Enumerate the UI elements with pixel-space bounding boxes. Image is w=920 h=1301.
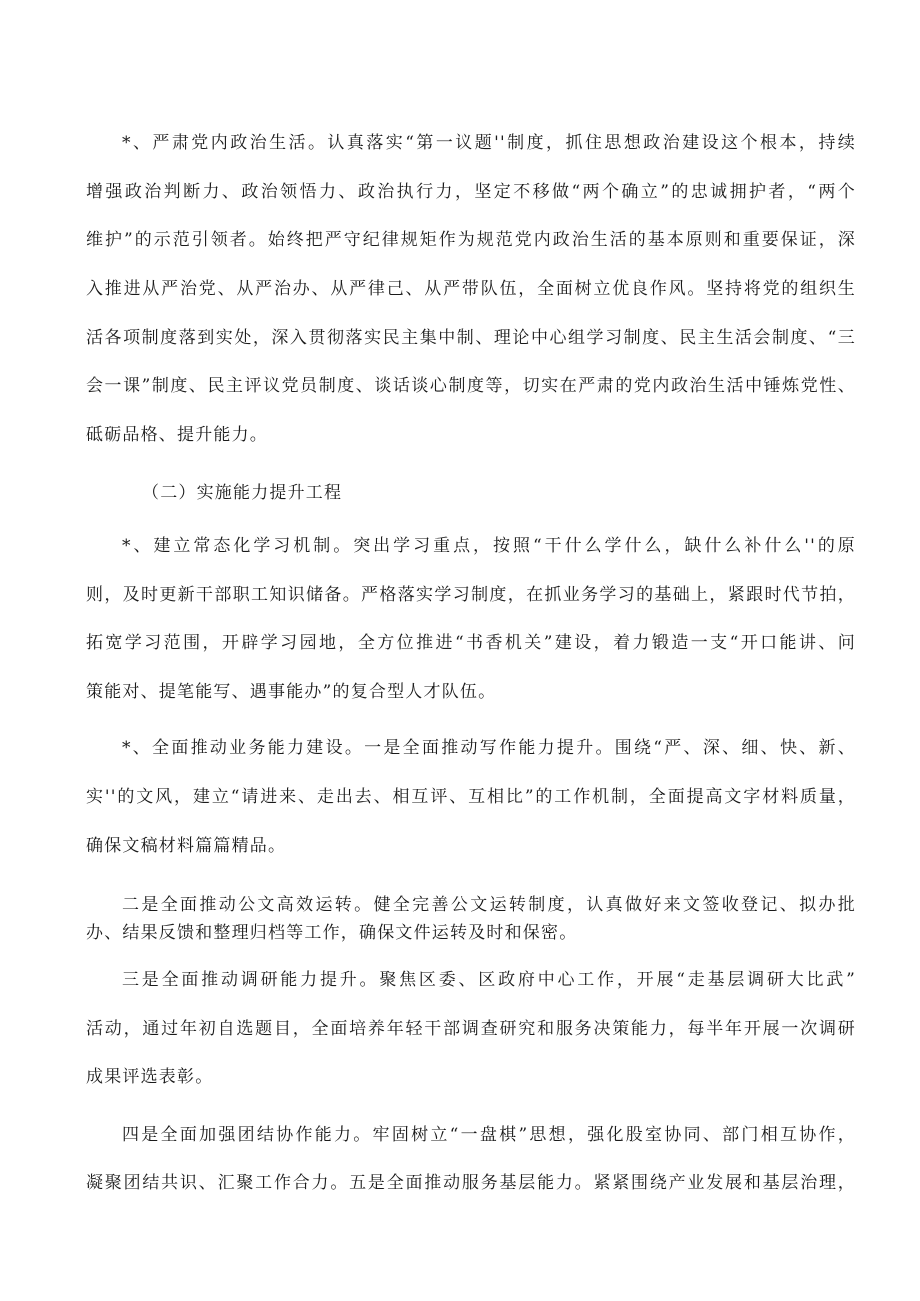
paragraph-line: *、建立常态化学习机制。突出学习重点，按照“干什么学什么，缺什么补什么''的原 bbox=[122, 536, 856, 556]
paragraph-line: 活动，通过年初自选题目，全面培养年轻干部调查研究和服务决策能力，每半年开展一次调研 bbox=[86, 1019, 856, 1039]
paragraph-line: 成果评选表彰。 bbox=[86, 1067, 214, 1087]
paragraph-line: 办、结果反馈和整理归档等工作，确保文件运转及时和保密。 bbox=[86, 923, 578, 943]
paragraph-line: 四是全面加强团结协作能力。牢固树立“一盘棋”思想，强化股室协同、部门相互协作， bbox=[122, 1125, 856, 1145]
paragraph-line: 三是全面推动调研能力提升。聚焦区委、区政府中心工作，开展“走基层调研大比武” bbox=[122, 970, 856, 990]
paragraph-line: 策能对、提笔能写、遇事能办”的复合型人才队伍。 bbox=[86, 682, 497, 702]
paragraph-line: 确保文稿材料篇篇精品。 bbox=[86, 836, 287, 856]
paragraph-line: 增强政治判断力、政治领悟力、政治执行力，坚定不移做“两个确立”的忠诚拥护者，“两个 bbox=[86, 182, 856, 202]
paragraph-line: 维护”的示范引领者。始终把严守纪律规矩作为规范党内政治生活的基本原则和重要保证，深 bbox=[86, 230, 856, 250]
paragraph-line: 会一课”制度、民主评议党员制度、谈话谈心制度等，切实在严肃的党内政治生活中锤炼党性、 bbox=[86, 376, 856, 396]
paragraph-line: 凝聚团结共识、汇聚工作合力。五是全面推动服务基层能力。紧紧围绕产业发展和基层治理， bbox=[86, 1173, 856, 1193]
paragraph-line: 则，及时更新干部职工知识储备。严格落实学习制度，在抓业务学习的基础上，紧跟时代节拍， bbox=[86, 585, 856, 605]
paragraph-line: 入推进从严治党、从严治办、从严律己、从严带队伍，全面树立优良作风。坚持将党的组织生 bbox=[86, 279, 856, 299]
paragraph-line: *、严肃党内政治生活。认真落实“第一议题''制度，抓住思想政治建设这个根本，持续 bbox=[122, 133, 856, 153]
paragraph-line: 拓宽学习范围，开辟学习园地，全方位推进“书香机关”建设，着力锻造一支“开口能讲、问 bbox=[86, 633, 856, 653]
section-heading: （二）实施能力提升工程 bbox=[142, 483, 343, 503]
paragraph-line: 实''的文风，建立“请进来、走出去、相互评、互相比”的工作机制，全面提高文字材料质量， bbox=[86, 787, 856, 807]
paragraph-line: *、全面推动业务能力建设。一是全面推动写作能力提升。围绕“严、深、细、快、新、 bbox=[122, 738, 856, 758]
paragraph-line: 活各项制度落到实处，深入贯彻落实民主集中制、理论中心组学习制度、民主生活会制度、“三 bbox=[86, 328, 856, 348]
paragraph-line: 二是全面推动公文高效运转。健全完善公文运转制度，认真做好来文签收登记、拟办批 bbox=[122, 895, 856, 915]
paragraph-line: 砥砺品格、提升能力。 bbox=[86, 425, 268, 445]
